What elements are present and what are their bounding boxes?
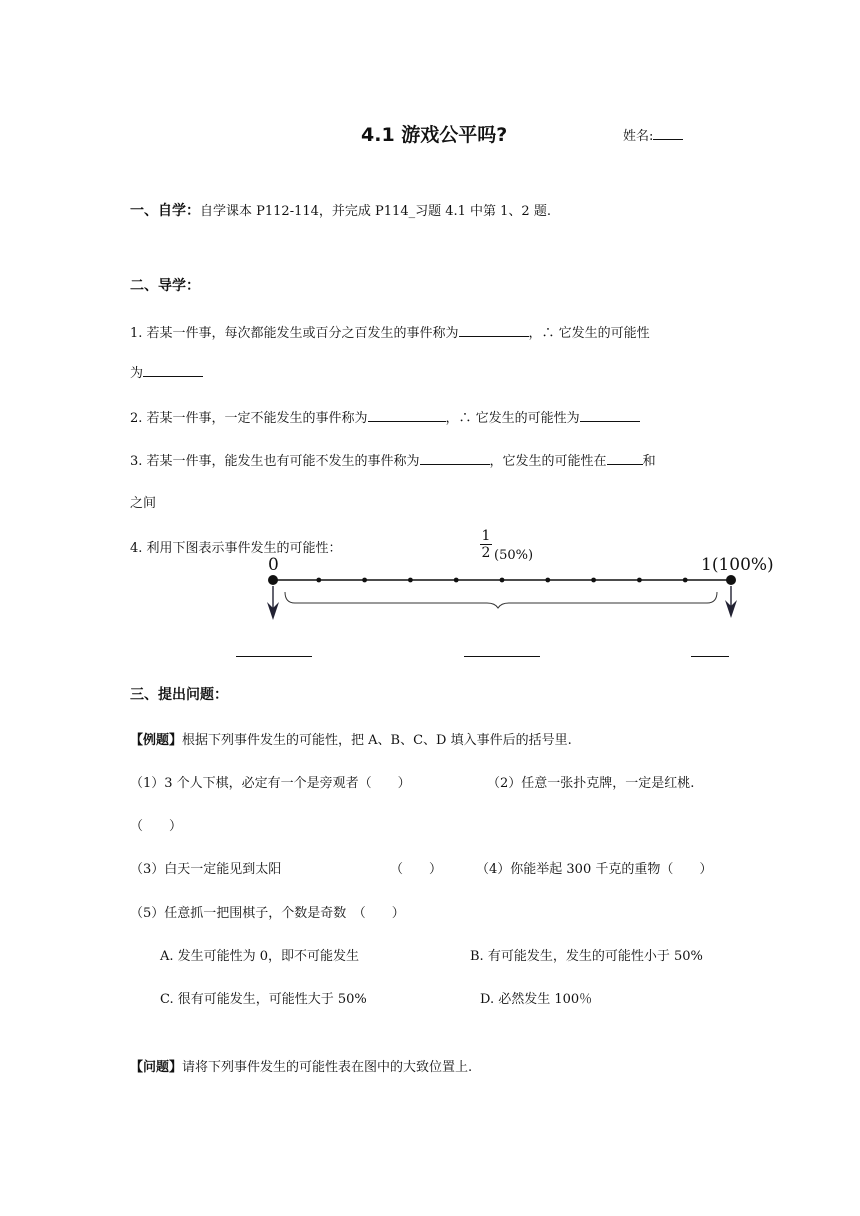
example-item-4: （4）你能举起 300 千克的重物（ ）	[476, 862, 713, 877]
example-item-2-paren: （ ）	[130, 819, 183, 834]
number-line-tick	[316, 578, 321, 583]
number-line-one-label: 1(100%)	[701, 555, 774, 575]
answer-blank[interactable]	[368, 409, 446, 422]
name-field	[623, 125, 683, 144]
question-1-cont	[130, 362, 203, 381]
answer-blank-left[interactable]	[236, 656, 312, 657]
half-percent-label: (50%)	[494, 548, 534, 563]
number-line-tick	[454, 578, 459, 583]
answer-blank[interactable]	[420, 452, 490, 465]
fraction-denominator: 2	[481, 545, 491, 561]
brace-icon	[285, 592, 717, 608]
question-1	[130, 322, 650, 341]
section-heading: 一、自学：	[130, 203, 200, 219]
question-text: 请将下列事件发生的可能性表在图中的大致位置上.	[182, 1060, 473, 1075]
answer-blank-right[interactable]	[691, 656, 729, 657]
option-a: A. 发生可能性为 0，即不可能发生	[160, 949, 360, 964]
example-text: 根据下列事件发生的可能性，把 A、B、C、D 填入事件后的括号里.	[182, 733, 572, 748]
number-line-tick	[362, 578, 367, 583]
section-heading: 二、导学：	[130, 278, 200, 294]
page-title: 4.1 游戏公平吗?	[361, 124, 508, 146]
answer-blank[interactable]	[459, 324, 529, 337]
answer-blank[interactable]	[607, 452, 643, 465]
number-line-tick	[408, 578, 413, 583]
question-3-cont: 之间	[130, 496, 157, 511]
number-line-zero-label: 0	[268, 555, 279, 575]
section-heading: 三、提出问题：	[130, 687, 228, 703]
number-line-endpoint	[726, 575, 736, 585]
answer-blank[interactable]	[143, 364, 203, 377]
question-text: ，∴ 它发生的可能性为	[445, 411, 580, 426]
question-text: 和	[642, 454, 656, 469]
probability-number-line	[255, 570, 755, 630]
example-item-5: （5）任意抓一把围棋子，个数是奇数 （ ）	[130, 906, 405, 921]
option-b: B. 有可能发生，发生的可能性小于 50%	[470, 949, 703, 964]
example-line	[130, 729, 572, 748]
answer-blank[interactable]	[580, 409, 640, 422]
question-text: 2. 若某一件事，一定不能发生的事件称为	[130, 411, 368, 426]
answer-blank-middle[interactable]	[464, 656, 540, 657]
example-tag: 【例题】	[130, 733, 183, 748]
question-line	[130, 1056, 472, 1075]
option-c: C. 很有可能发生，可能性大于 50%	[160, 992, 367, 1007]
example-item-1: （1）3 个人下棋，必定有一个是旁观者（ ）	[130, 776, 411, 791]
section-text: 自学课本 P112-114，并完成 P114_习题 4.1 中第 1、2 题.	[200, 204, 551, 219]
question-text: 1. 若某一件事，每次都能发生或百分之百发生的事件称为	[130, 326, 459, 341]
number-line-tick	[500, 578, 505, 583]
name-blank[interactable]	[653, 127, 683, 140]
question-text: ，它发生的可能性在	[489, 454, 607, 469]
number-line-tick	[683, 578, 688, 583]
question-text: 为	[130, 366, 144, 381]
example-item-3-paren: （ ）	[390, 862, 443, 877]
half-fraction	[480, 528, 492, 561]
question-2	[130, 407, 640, 426]
number-line-tick	[591, 578, 596, 583]
section-self-study	[130, 200, 551, 220]
question-4: 4. 利用下图表示事件发生的可能性：	[130, 541, 342, 556]
question-text: ，∴ 它发生的可能性	[528, 326, 650, 341]
question-3	[130, 450, 656, 469]
example-item-2: （2）任意一张扑克牌，一定是红桃.	[487, 776, 695, 791]
number-line-tick	[545, 578, 550, 583]
example-item-3: （3）白天一定能见到太阳	[130, 862, 282, 877]
number-line-tick	[637, 578, 642, 583]
question-tag: 【问题】	[130, 1060, 183, 1075]
question-text: 3. 若某一件事，能发生也有可能不发生的事件称为	[130, 454, 420, 469]
name-label: 姓名:	[623, 129, 654, 144]
option-d: D. 必然发生 100％	[480, 992, 593, 1007]
number-line-endpoint	[268, 575, 278, 585]
fraction-numerator: 1	[481, 528, 491, 544]
